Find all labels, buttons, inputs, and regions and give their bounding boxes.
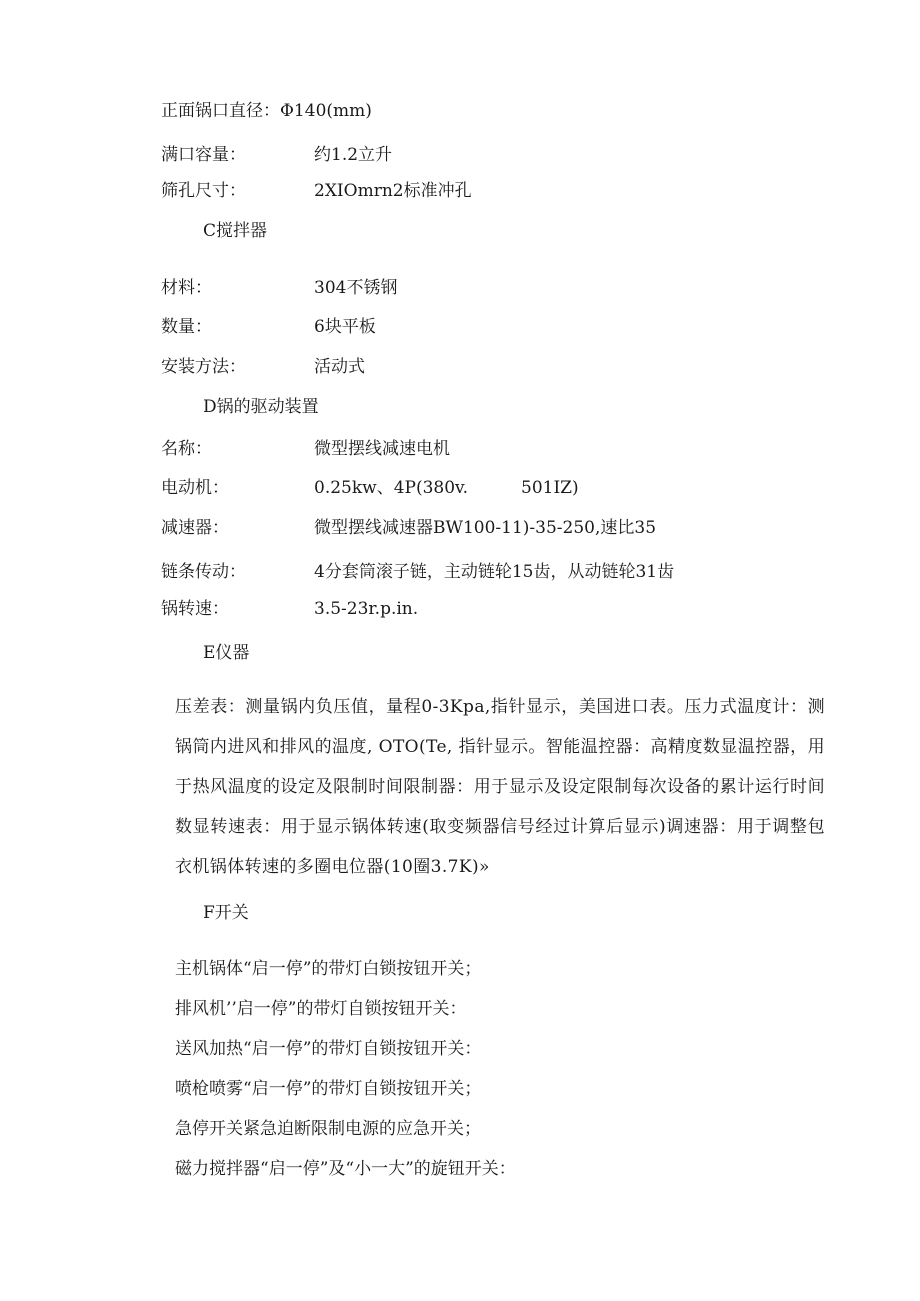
reducer-value: 微型摆线减速器BW100-11)-35-250,速比35	[314, 518, 657, 538]
switch-item: 主机锅体“启一停”的带灯白锁按钮开关；	[175, 959, 482, 979]
hole-size-label: 筛孔尺寸：	[161, 181, 246, 201]
motor-value-power: 0.25kw、4P(380v.	[314, 478, 469, 498]
reducer-label: 减速器：	[161, 518, 229, 538]
count-value: 6块平板	[314, 317, 376, 337]
install-method-value: 活动式	[314, 357, 365, 377]
switch-item: 磁力搅拌器“启一停”及“小一大”的旋钮开关：	[175, 1159, 516, 1179]
motor-value-frequency: 501IZ)	[521, 478, 579, 498]
motor-label: 电动机：	[161, 478, 229, 498]
capacity-label: 满口容量：	[161, 145, 246, 165]
material-value: 304不锈钢	[314, 278, 398, 298]
chain-drive-label: 链条传动：	[161, 562, 246, 582]
count-label: 数量：	[161, 317, 212, 337]
switch-item: 急停开关紧急迫断限制电源的应急开关；	[175, 1119, 481, 1139]
hole-size-value: 2XIOmrn2标准冲孔	[314, 181, 472, 201]
material-label: 材料：	[161, 278, 212, 298]
section-heading-instruments: E仪器	[203, 643, 250, 663]
section-heading-switches: F开关	[203, 903, 249, 923]
pot-speed-label: 锅转速：	[161, 599, 229, 619]
install-method-label: 安装方法：	[161, 357, 246, 377]
chain-drive-value: 4分套筒滚子链，主动链轮15齿，从动链轮31齿	[314, 562, 675, 582]
section-heading-stirrer: C搅拌器	[203, 221, 268, 241]
section-heading-drive: D锅的驱动装置	[203, 397, 319, 417]
drive-name-value: 微型摆线减速电机	[314, 439, 450, 459]
instruments-paragraph: 压差表：测量锅内负压值，量程0-3Kpa,指针显示，美国进口表。压力式温度计：测锅筒内进风和排风的温度, OTO(Te, 指针显示。智能温控器：高精度数显温控器，用于热风温度的设定及限制时间限制器：用于显示及设定限制每次设备的累计运行时间数显转速表：用于显示锅体转速(取变频器信号经过计算后显示)调速器：用于调整包衣机锅体转速的多圈电位器(10圈3.7K)»	[175, 697, 825, 877]
switch-item: 喷枪喷雾“启一停”的带灯自锁按钮开关；	[175, 1079, 482, 1099]
pot-speed-value: 3.5-23r.p.in.	[314, 599, 419, 619]
drive-name-label: 名称：	[161, 439, 212, 459]
switch-item: 送风加热“启一停”的带灯自锁按钮开关：	[175, 1039, 482, 1059]
capacity-value: 约1.2立升	[314, 145, 393, 165]
switch-item: 排风机’’启一停”的带灯自锁按钮开关：	[175, 999, 467, 1019]
front-diameter-line: 正面锅口直径：Φ140(mm)	[161, 101, 372, 121]
